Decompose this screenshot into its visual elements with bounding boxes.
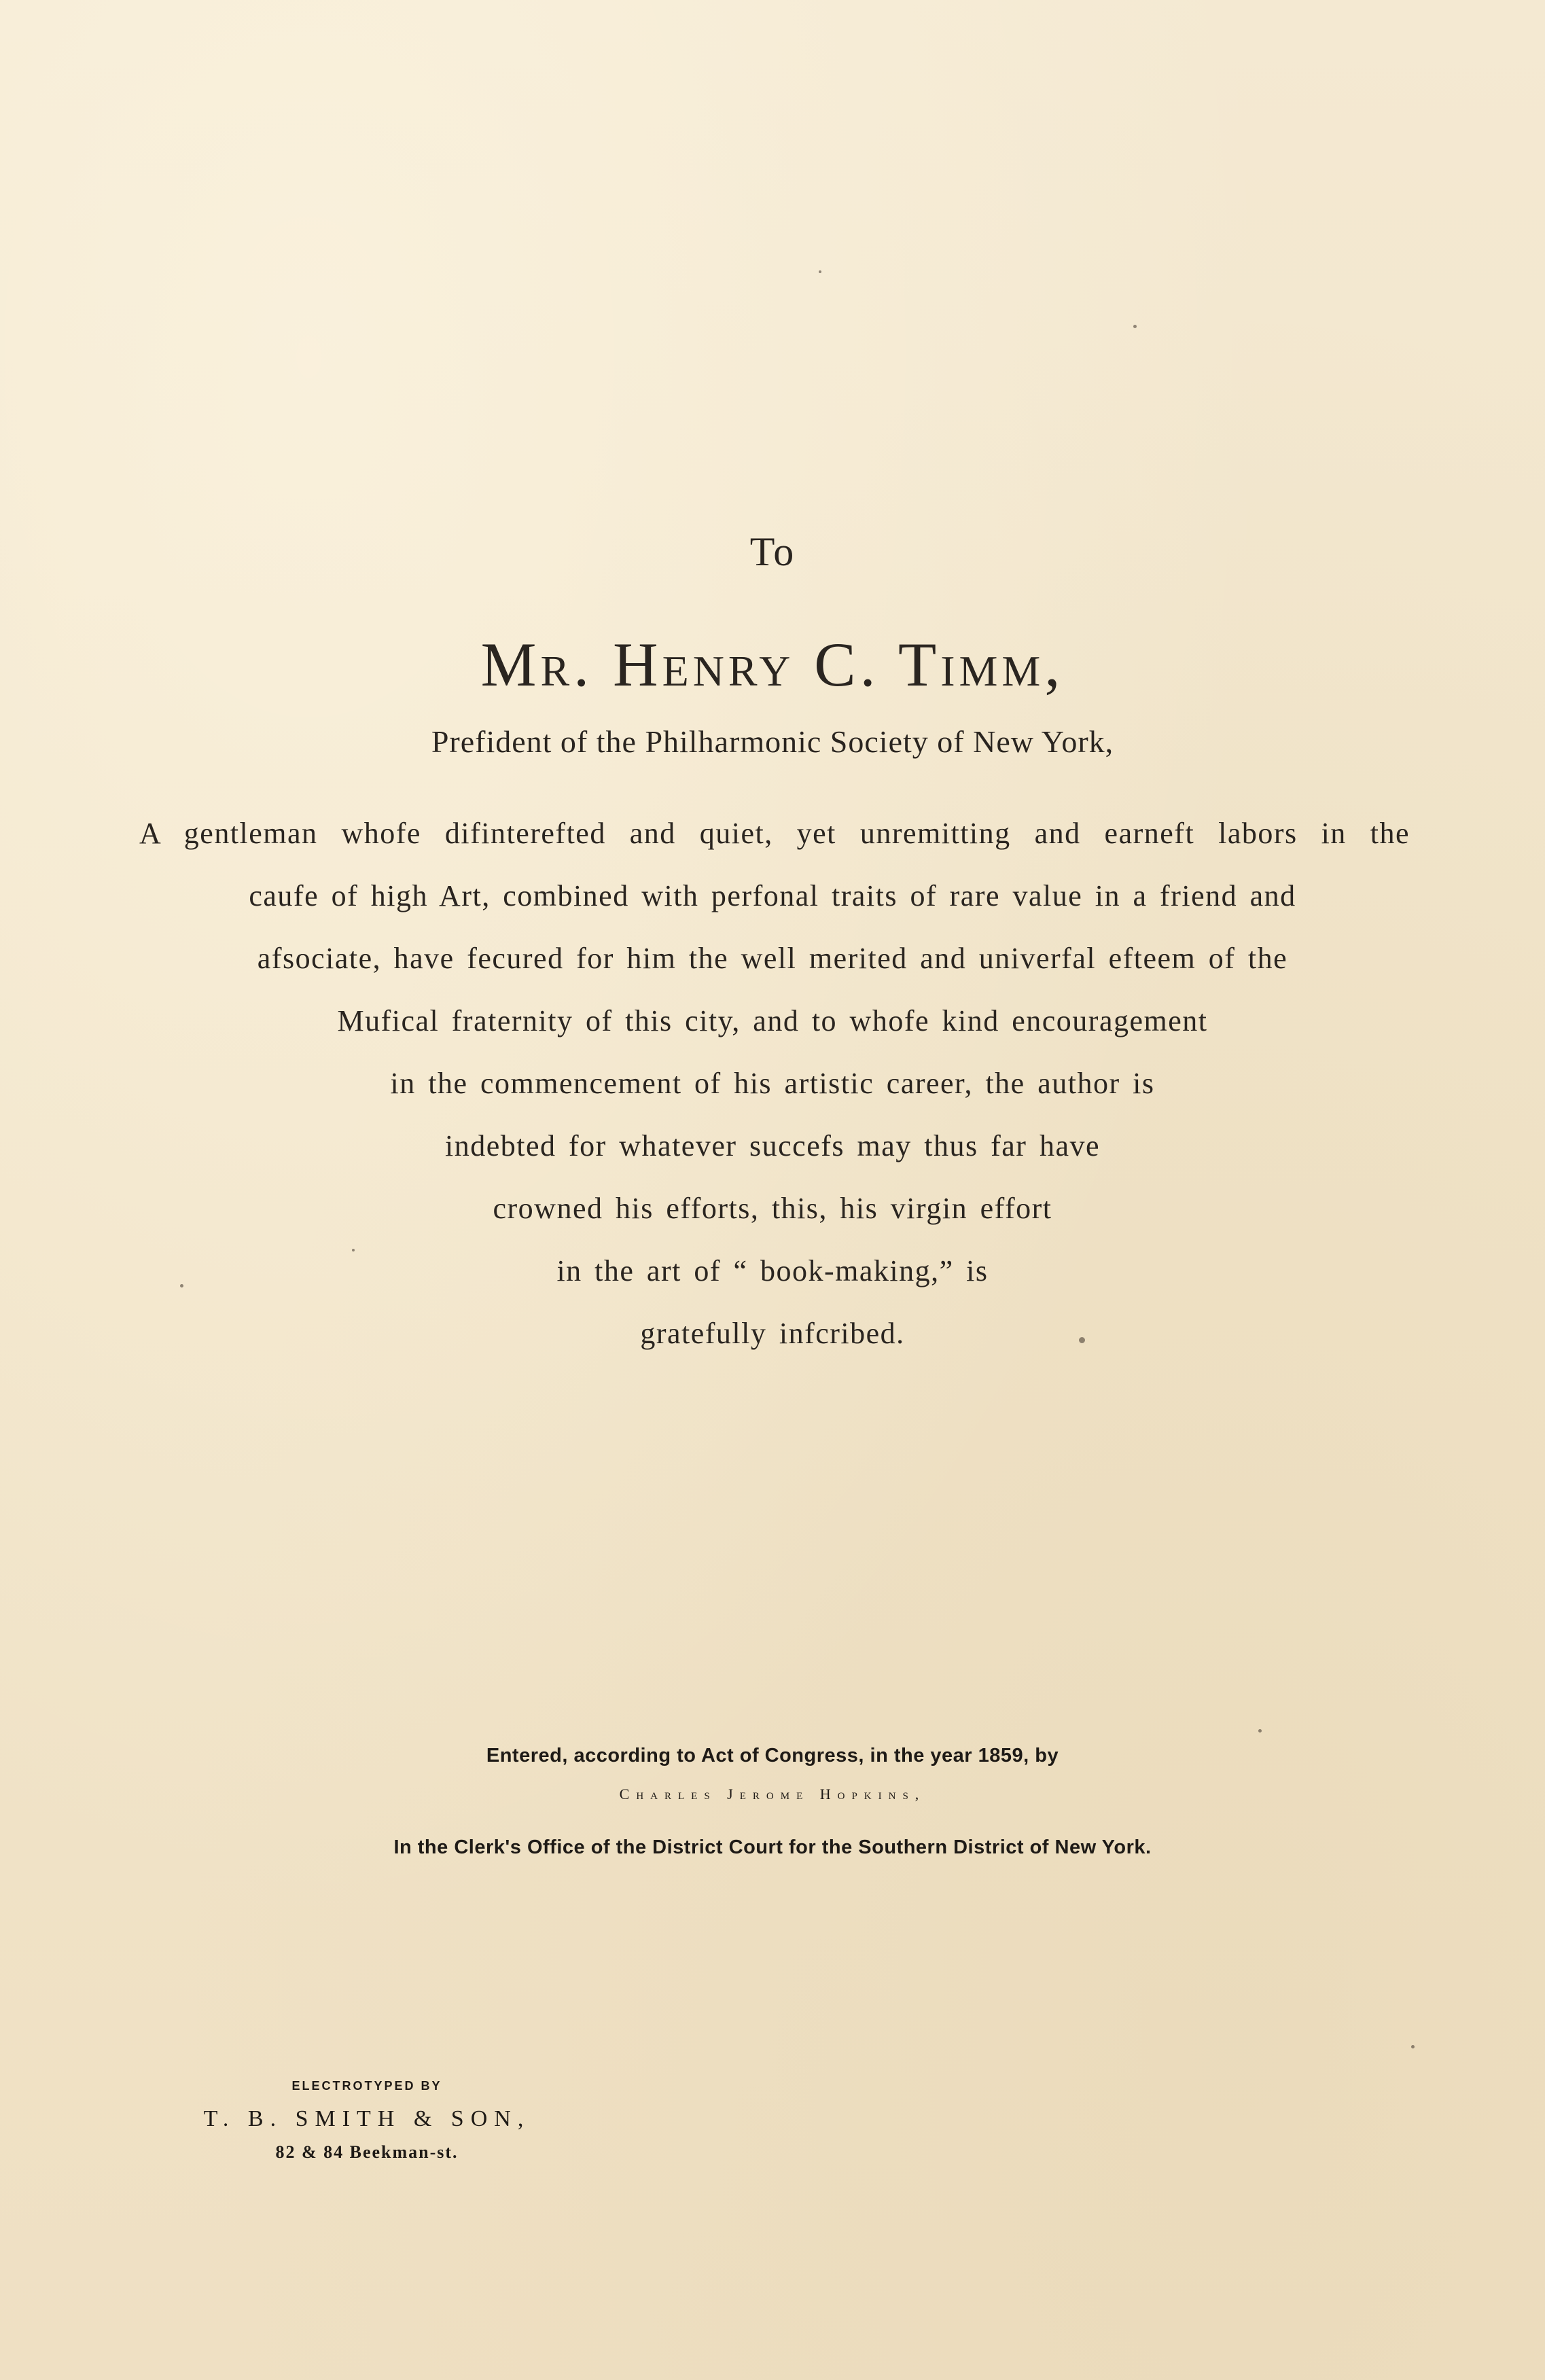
dedication-line: crowned his efforts, this, his virgin effort xyxy=(493,1192,1052,1225)
dedication-line: A gentleman whofe difinterefted and quiet, yet unremitting and earneft labors in the xyxy=(139,817,1410,850)
recipient-name: Mr. Henry C. Timm, xyxy=(480,630,1065,699)
dedication-line: afsociate, have fecured for him the well merited and univerfal efteem of the xyxy=(257,942,1288,975)
paper-speck xyxy=(352,1249,355,1251)
paper-speck xyxy=(1079,1337,1085,1343)
copyright-entry: Entered, according to Act of Congress, in the year 1859, by xyxy=(486,1745,1059,1766)
dedication-line: in the art of “ book-making,” is xyxy=(556,1254,989,1287)
imprint-label: ELECTROTYPED BY xyxy=(291,2079,442,2093)
dedication-to: To xyxy=(749,529,796,574)
recipient-title: Prefident of the Philharmonic Society of New York, xyxy=(431,724,1114,759)
bleed-through-text xyxy=(0,245,1545,315)
dedication-line: indebted for whatever succefs may thus far have xyxy=(444,1129,1101,1162)
paper-speck xyxy=(1133,325,1137,328)
paper-speck xyxy=(1411,2045,1415,2048)
dedication-line: Mufical fraternity of this city, and to whofe kind encouragement xyxy=(337,1004,1208,1037)
paper-speck xyxy=(1258,1729,1262,1733)
imprint-firm: T. B. SMITH & SON, xyxy=(203,2106,531,2131)
dedication-line: gratefully infcribed. xyxy=(640,1317,905,1350)
paper-speck xyxy=(180,1284,183,1287)
paper-speck xyxy=(819,270,821,273)
copyright-office: In the Clerk's Office of the District Court for the Southern District of New York. xyxy=(393,1836,1152,1858)
copyright-holder: Charles Jerome Hopkins, xyxy=(619,1786,926,1802)
dedication-line: in the commencement of his artistic career, the author is xyxy=(390,1067,1155,1100)
imprint-address: 82 & 84 Beekman-st. xyxy=(275,2142,459,2162)
dedication-line: caufe of high Art, combined with perfonal traits of rare value in a friend and xyxy=(249,879,1296,912)
